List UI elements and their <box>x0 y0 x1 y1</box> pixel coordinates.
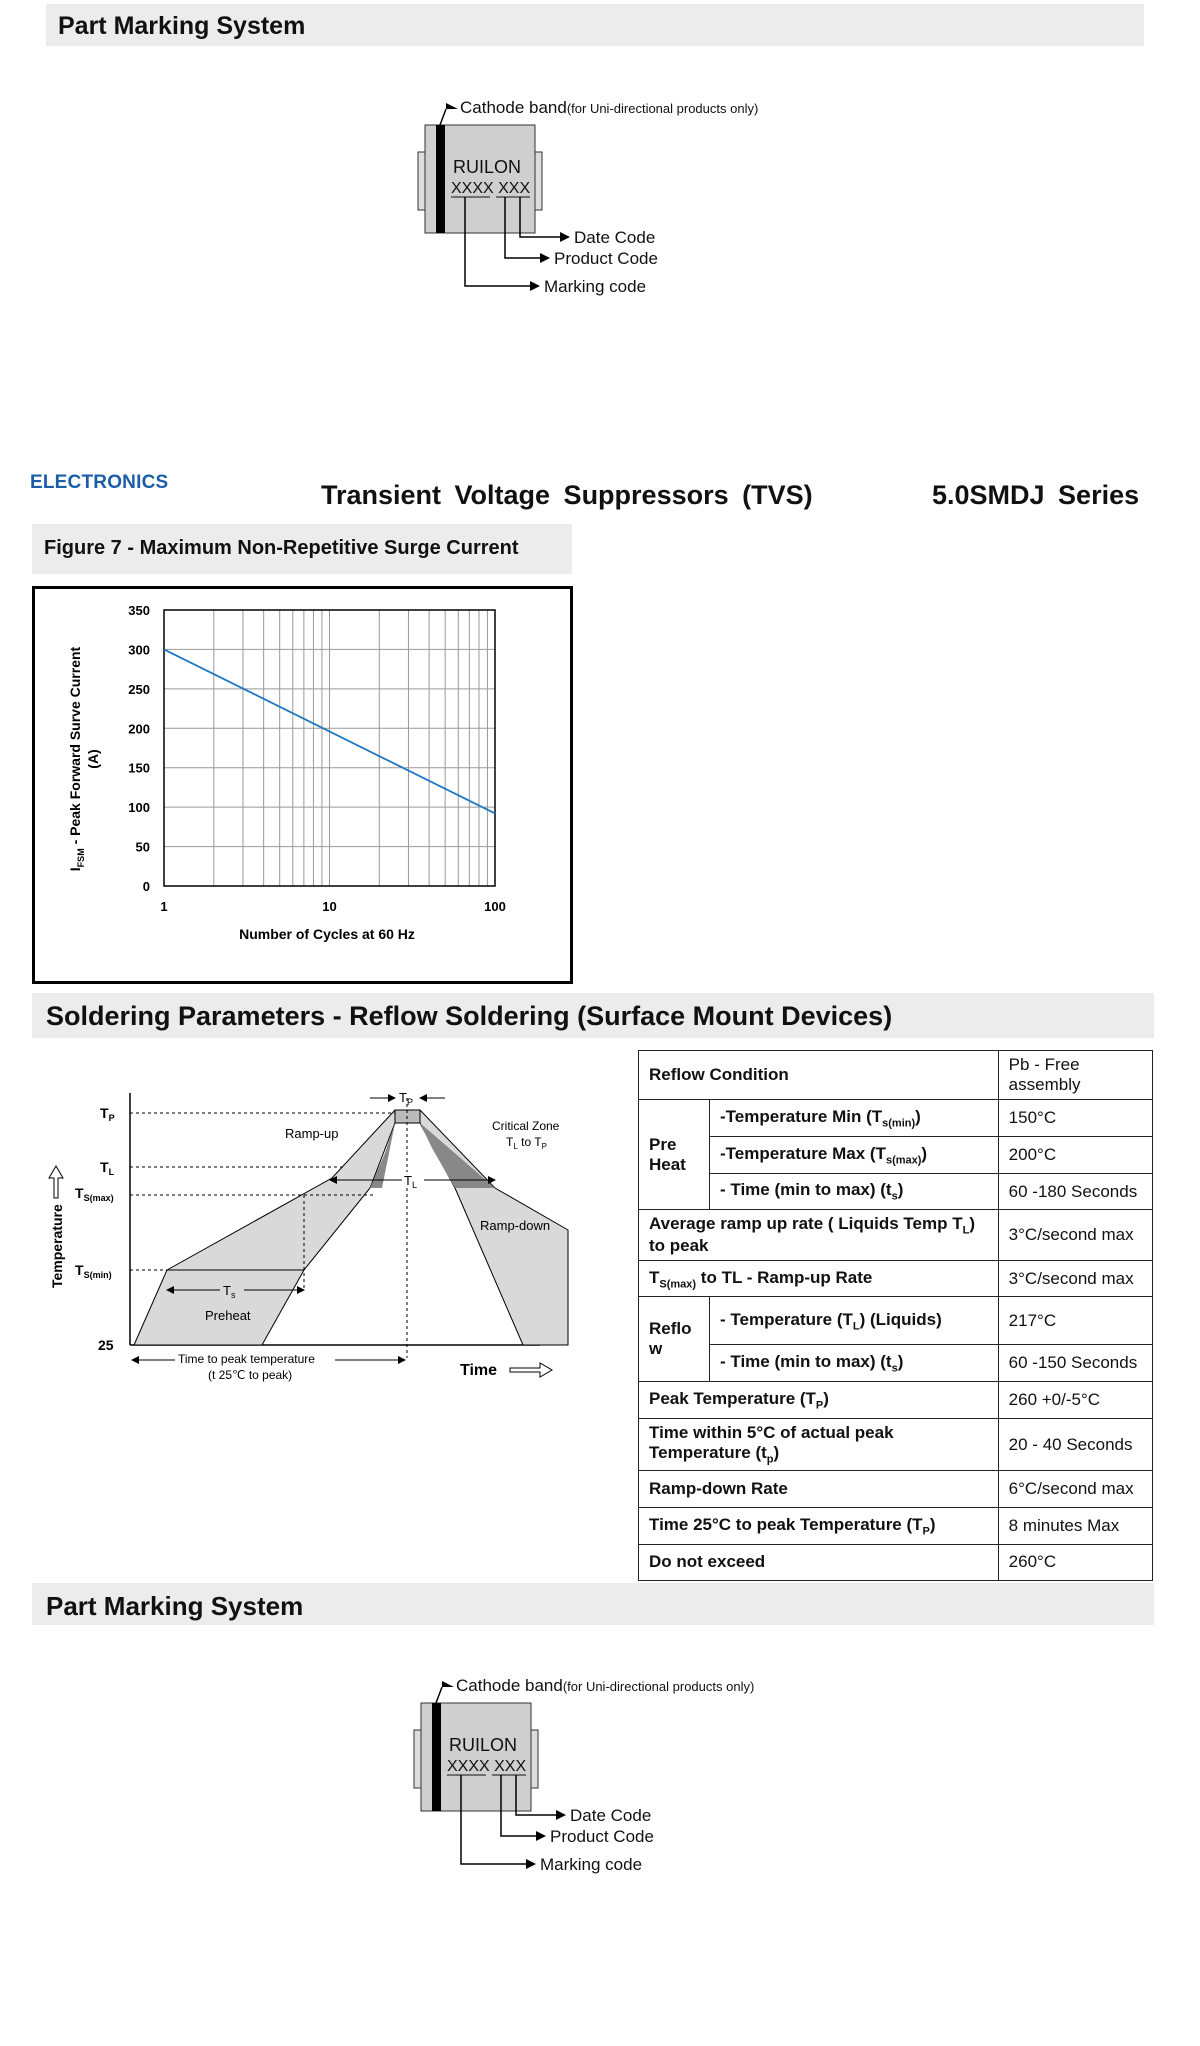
section-title-part-marking-top: Part Marking System <box>46 4 1144 46</box>
marking-code-label: Marking code <box>540 1855 643 1874</box>
section-title-part-marking-bottom: Part Marking System <box>32 1583 1154 1625</box>
label-25: 25 <box>98 1337 114 1353</box>
cathode-band-label: Cathode band(for Uni-directional products only) <box>460 98 759 117</box>
table-row <box>639 1470 1153 1507</box>
figure7-title: Figure 7 - Maximum Non-Repetitive Surge Current <box>32 524 572 574</box>
cell-reflow: Reflo w <box>639 1297 710 1382</box>
label-time-axis: Time <box>460 1362 498 1379</box>
surge-current-chart <box>35 589 570 981</box>
chart-y-unit: (A) <box>85 749 101 769</box>
cell-reflow-time-val: 60 -150 Seconds <box>998 1345 1152 1382</box>
cell-time-within-val: 20 - 40 Seconds <box>998 1419 1152 1470</box>
y-tick-labels <box>128 603 150 894</box>
marking-code-label: Marking code <box>544 277 647 296</box>
label-ts: $T_s$ <box>223 1283 236 1300</box>
cell-time-min-max: - Time (min to max) $(t_s)$ <box>710 1174 999 1210</box>
cell-reflow-temp: - Temperature $(T_L)$ (Liquids) <box>710 1297 999 1345</box>
label-ramp-up: Ramp-up <box>285 1126 339 1141</box>
table-row <box>639 1210 1153 1261</box>
cell-do-not-exceed: Do not exceed <box>639 1544 999 1580</box>
table-row <box>639 1382 1153 1419</box>
chart-grid <box>164 610 495 886</box>
label-tsmax: $T_{S(max)}$ <box>75 1185 114 1203</box>
cell-ramp-down-val: 6°C/second max <box>998 1470 1152 1507</box>
cell-reflow-condition: Reflow Condition <box>639 1051 999 1100</box>
table-row <box>639 1345 1153 1382</box>
cell-ramp-down: Ramp-down Rate <box>639 1470 999 1507</box>
x-tick-label: 100 <box>484 899 506 914</box>
y-tick-label: 300 <box>128 642 150 658</box>
brand-electronics: ELECTRONICS <box>30 472 169 493</box>
cell-temp-max: -Temperature Max $(T_{s(max)})$ <box>710 1137 999 1174</box>
cell-temp-min-val: 150°C <box>998 1100 1152 1137</box>
y-tick-label: 350 <box>128 603 150 618</box>
label-critical-range: $T_L$ to $T_P$ <box>506 1135 547 1151</box>
cell-reflow-temp-val: 217°C <box>998 1297 1152 1345</box>
table-row <box>639 1137 1153 1174</box>
table-row <box>639 1544 1153 1580</box>
table-row <box>639 1507 1153 1544</box>
cell-avg-ramp-val: 3°C/second max <box>998 1210 1152 1261</box>
x-tick-label: 1 <box>160 899 168 914</box>
label-preheat: Preheat <box>205 1308 251 1323</box>
product-code-label: Product Code <box>550 1827 654 1846</box>
chart-y-label: $I_{FSM}$ - Peak Forward Surve Current <box>67 646 86 872</box>
product-code-label: Product Code <box>554 249 658 268</box>
label-temperature-axis: Temperature <box>49 1204 65 1288</box>
cell-reflow-time: - Time (min to max) $(t_s)$ <box>710 1345 999 1382</box>
package-brand-text: RUILON <box>453 157 522 177</box>
cell-time-within: Time within 5°C of actual peak Temperature $(t_p)$ <box>639 1419 999 1470</box>
cell-ts-to-tl-val: 3°C/second max <box>998 1261 1152 1297</box>
table-row <box>639 1051 1153 1100</box>
y-tick-label: 100 <box>128 800 150 816</box>
cell-time-25-val: 8 minutes Max <box>998 1507 1152 1544</box>
package-code-text: XXXX XXX <box>447 1758 527 1775</box>
table-row <box>639 1261 1153 1297</box>
cathode-band <box>436 125 445 233</box>
y-tick-label: 0 <box>142 879 150 894</box>
label-tp: $T_P$ <box>100 1105 115 1123</box>
package-code-text: XXXX XXX <box>451 180 531 197</box>
y-tick-label: 250 <box>128 681 150 697</box>
cell-reflow-condition-val: Pb - Free assembly <box>998 1051 1152 1100</box>
right-arrow-icon <box>510 1363 552 1377</box>
table-row <box>639 1419 1153 1470</box>
date-code-label: Date Code <box>570 1806 652 1825</box>
up-arrow-icon <box>49 1166 63 1198</box>
x-tick-label: 10 <box>322 899 337 914</box>
cell-temp-max-val: 200°C <box>998 1137 1152 1174</box>
cell-pre-heat: Pre Heat <box>639 1100 710 1210</box>
label-time-to-peak: Time to peak temperature <box>178 1352 315 1366</box>
cathode-band <box>432 1703 441 1811</box>
cell-time-min-max-val: 60 -180 Seconds <box>998 1174 1152 1210</box>
critical-zone-right <box>420 1123 495 1188</box>
label-time-to-peak-sub: (t 25℃ to peak) <box>208 1368 293 1382</box>
reflow-profile-diagram <box>40 1078 580 1398</box>
label-tl: $T_L$ <box>100 1159 115 1177</box>
cell-avg-ramp: Average ramp up rate ( Liquids Temp $T_L$) to peak <box>639 1210 999 1261</box>
label-ramp-down: Ramp-down <box>480 1218 551 1233</box>
reflow-table <box>638 1050 1153 1581</box>
cell-do-not-exceed-val: 260°C <box>998 1544 1152 1580</box>
cell-peak-temp: Peak Temperature $(T_P)$ <box>639 1382 999 1419</box>
table-row <box>639 1297 1153 1345</box>
cell-time-25: Time 25°C to peak Temperature $(T_P)$ <box>639 1507 999 1544</box>
y-tick-label: 150 <box>128 760 150 776</box>
y-tick-label: 50 <box>135 839 150 855</box>
label-tsmin: $T_{S(min)}$ <box>75 1262 112 1280</box>
chart-x-label: Number of Cycles at 60 Hz <box>239 926 415 942</box>
cell-peak-temp-val: 260 +0/-5°C <box>998 1382 1152 1419</box>
table-row <box>639 1174 1153 1210</box>
package-brand-text: RUILON <box>449 1735 518 1755</box>
cathode-band-label: Cathode band(for Uni-directional products only) <box>456 1676 755 1695</box>
series-title: 5.0SMDJ Series <box>932 480 1140 510</box>
date-code-label: Date Code <box>574 228 656 247</box>
y-tick-label: 200 <box>128 721 150 737</box>
x-tick-labels <box>160 899 505 914</box>
part-marking-diagram-bottom <box>406 1673 806 1883</box>
label-tp-span: $T_P$ <box>399 1090 413 1107</box>
part-marking-diagram-top <box>410 95 810 305</box>
section-title-soldering: Soldering Parameters - Reflow Soldering (Surface Mount Devices) <box>32 993 1154 1038</box>
document-title: Transient Voltage Suppressors (TVS) <box>321 480 813 510</box>
cell-ts-to-tl: $T_{S(max)}$ to TL - Ramp-up Rate <box>639 1261 999 1297</box>
label-tl-span: $T_L$ <box>404 1173 417 1190</box>
cell-temp-min: -Temperature Min $(T_{s(min)})$ <box>710 1100 999 1137</box>
figure7-chart-frame <box>32 586 573 984</box>
table-row <box>639 1100 1153 1137</box>
label-critical-zone: Critical Zone <box>492 1119 560 1133</box>
